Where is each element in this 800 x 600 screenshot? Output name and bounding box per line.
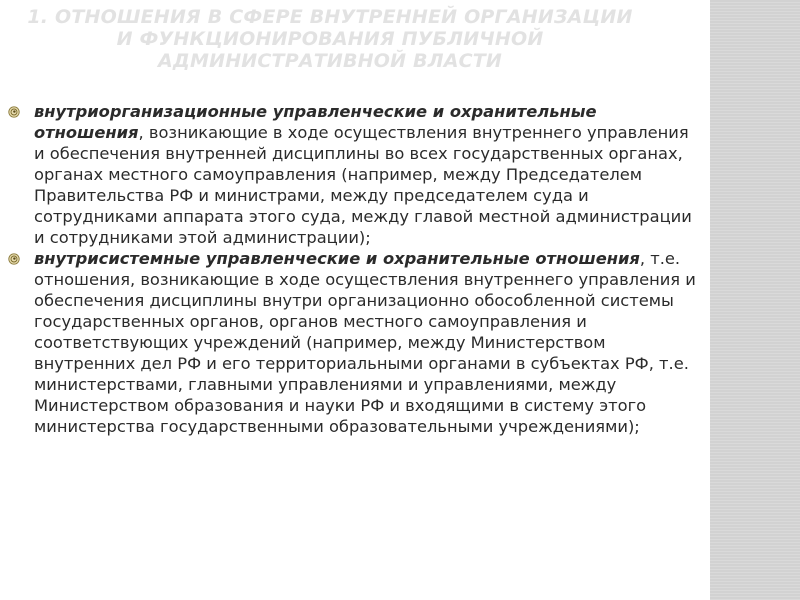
- list-item: [8, 101, 698, 248]
- list-item: [8, 248, 698, 437]
- spiral-bullet-icon: [8, 106, 20, 118]
- slide-title-line-2: И ФУНКЦИОНИРОВАНИЯ ПУБЛИЧНОЙ: [116, 28, 544, 50]
- slide-title: [20, 6, 640, 72]
- slide-body: [8, 101, 698, 437]
- list-item-text: , возникающие в ходе осуществления внутреннего управления и обеспечения внутренней дисциплины во всех государственных органах, органах местного самоуправления (например, между Председателем Правительства РФ и министрами, между председателем суда и сотрудниками аппарата этого суда, между главой местной администрации и сотрудниками этой администрации);: [34, 123, 692, 247]
- right-band-texture: [710, 0, 800, 600]
- slide-title-line-1: 1. ОТНОШЕНИЯ В СФЕРЕ ВНУТРЕННЕЙ ОРГАНИЗАЦИИ: [27, 6, 633, 28]
- spiral-bullet-icon: [8, 253, 20, 265]
- list-item-emphasis: внутриорганизационные управленческие и охранительные отношения: [34, 102, 597, 142]
- list-item-emphasis: внутрисистемные управленческие и охранительные отношения: [34, 249, 640, 268]
- slide-title-line-3: АДМИНИСТРАТИВНОЙ ВЛАСТИ: [157, 50, 503, 72]
- list-item-text: , т.е. отношения, возникающие в ходе осуществления внутреннего управления и обеспечения дисциплины внутри организационно обособленной системы государственных органов, органов местного самоуправления и соответствующих учреждений (например, между Министерством внутренних дел РФ и его территориальными органами в субъектах РФ, т.е. министерствами, главными управлениями и управлениями, между Министерством образования и науки РФ и входящими в систему этого министерства государственными образовательными учреждениями);: [34, 249, 696, 436]
